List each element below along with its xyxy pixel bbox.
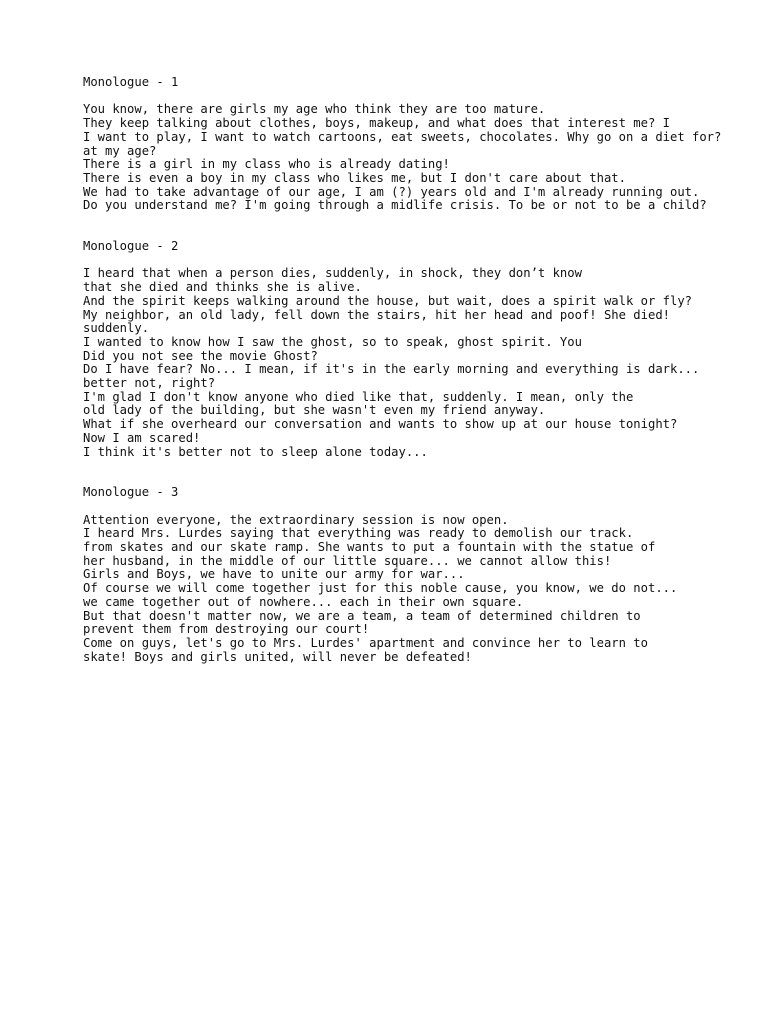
monologue-1-line: Do you understand me? I'm going through a midlife crisis. To be or not to be a child? xyxy=(83,198,707,213)
monologue-2-line: I wanted to know how I saw the ghost, so to speak, ghost spirit. You xyxy=(83,334,582,349)
monologue-2-section xyxy=(83,240,763,459)
monologue-2-line: Now I am scared! xyxy=(83,430,201,445)
monologue-3-line: But that doesn't matter now, we are a team, a team of determined children to xyxy=(83,608,641,623)
monologue-1-line: They keep talking about clothes, boys, makeup, and what does that interest me? I xyxy=(83,116,670,131)
monologue-3-line: Attention everyone, the extraordinary session is now open. xyxy=(83,512,509,527)
monologue-3-heading: Monologue - 3 xyxy=(83,485,179,500)
document-page xyxy=(83,76,763,664)
monologue-2-line: that she died and thinks she is alive. xyxy=(83,280,362,295)
monologue-2-line: Do I have fear? No... I mean, if it's in the early morning and everything is dark... xyxy=(83,362,700,377)
monologue-1-section xyxy=(83,76,763,213)
monologue-3-line: I heard Mrs. Lurdes saying that everything was ready to demolish our track. xyxy=(83,526,634,541)
monologue-3-line: her husband, in the middle of our little square... we cannot allow this! xyxy=(83,553,612,568)
monologue-3-line: from skates and our skate ramp. She wants to put a fountain with the statue of xyxy=(83,540,656,555)
monologue-2-line: Did you not see the movie Ghost? xyxy=(83,348,318,363)
monologue-2-line: better not, right? xyxy=(83,376,216,391)
monologue-2-line: suddenly. xyxy=(83,321,150,336)
monologue-3-section xyxy=(83,486,763,664)
monologue-3-line: prevent them from destroying our court! xyxy=(83,622,370,637)
monologue-1-heading: Monologue - 1 xyxy=(83,75,179,89)
monologue-2-line: What if she overheard our conversation and wants to show up at our house tonight? xyxy=(83,417,678,432)
monologue-3-line: Girls and Boys, we have to unite our army for war... xyxy=(83,567,465,582)
monologue-2-line: I think it's better not to sleep alone today... xyxy=(83,444,428,459)
monologue-3-line: we came together out of nowhere... each in their own square. xyxy=(83,594,524,609)
monologue-1-line: You know, there are girls my age who think they are too mature. xyxy=(83,102,546,117)
monologue-2-line: old lady of the building, but she wasn't even my friend anyway. xyxy=(83,403,546,418)
monologue-3-line: Of course we will come together just for this noble cause, you know, we do not... xyxy=(83,581,678,596)
monologue-2-line: I heard that when a person dies, suddenly, in shock, they don’t know xyxy=(83,266,582,281)
monologue-1-line: We had to take advantage of our age, I am (?) years old and I'm already running out. xyxy=(83,184,700,199)
monologue-1-line: There is even a boy in my class who likes me, but I don't care about that. xyxy=(83,170,626,185)
monologue-1-line: at my age? xyxy=(83,143,157,158)
monologue-3-line: Come on guys, let's go to Mrs. Lurdes' apartment and convince her to learn to xyxy=(83,635,648,650)
monologue-2-line: I'm glad I don't know anyone who died like that, suddenly. I mean, only the xyxy=(83,389,634,404)
monologue-1-line: There is a girl in my class who is already dating! xyxy=(83,157,450,172)
monologue-2-heading: Monologue - 2 xyxy=(83,239,179,254)
monologue-3-line: skate! Boys and girls united, will never be defeated! xyxy=(83,649,472,664)
monologue-1-line: I want to play, I want to watch cartoons, eat sweets, chocolates. Why go on a diet for? xyxy=(83,129,722,144)
monologue-2-line: And the spirit keeps walking around the house, but wait, does a spirit walk or fly? xyxy=(83,293,693,308)
monologue-2-line: My neighbor, an old lady, fell down the stairs, hit her head and poof! She died! xyxy=(83,307,670,322)
